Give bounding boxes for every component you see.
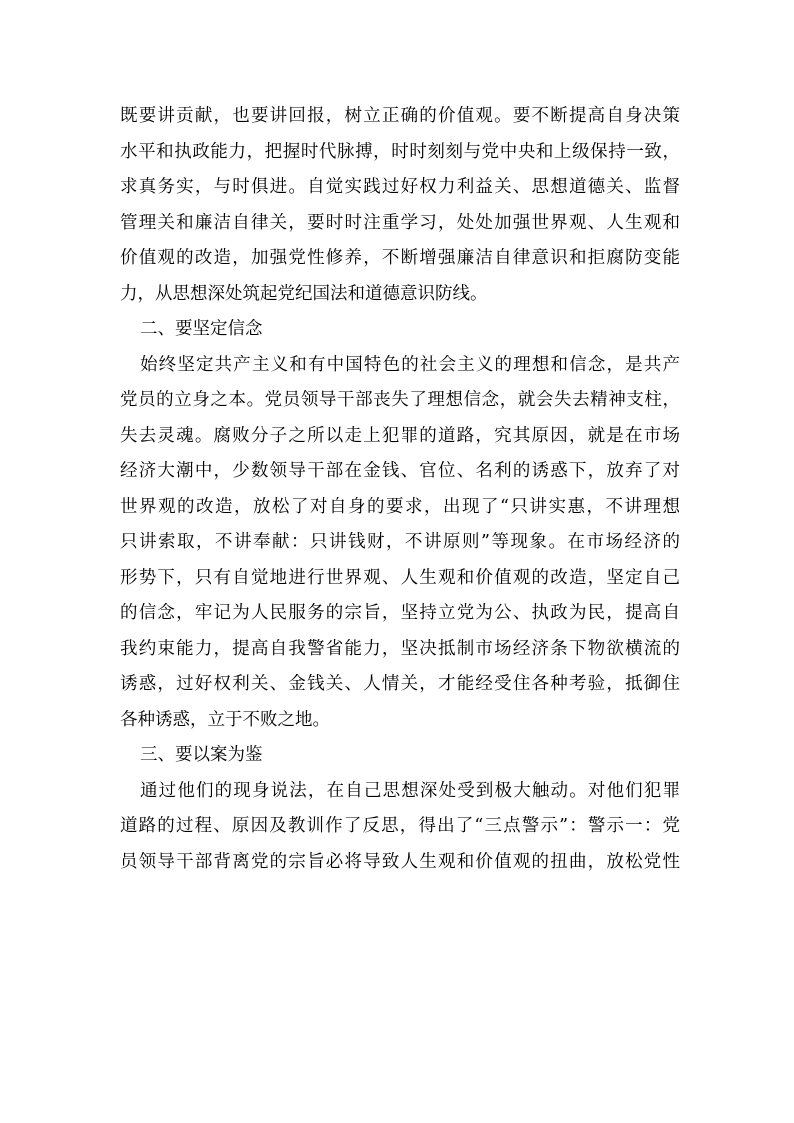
paragraph-line: 只讲索取，不讲奉献：只讲钱财，不讲原则”等现象。在市场经济的 (120, 532, 680, 552)
paragraph-line: 失去灵魂。腐败分子之所以走上犯罪的道路，究其原因，就是在市场 (120, 425, 680, 446)
paragraph-line: 形势下，只有自觉地进行世界观、人生观和价值观的改造，坚定自己 (120, 567, 680, 588)
section-heading: 二、要坚定信念 (140, 319, 263, 339)
paragraph-line: 员领导干部背离党的宗旨必将导致人生观和价值观的扭曲，放松党性 (120, 851, 680, 872)
paragraph-line: 经济大潮中，少数领导干部在金钱、官位、名利的诱惑下，放弃了对 (120, 461, 680, 481)
paragraph-line: 求真务实，与时俱进。自觉实践过好权力利益关、思想道德关、监督 (120, 177, 680, 197)
section-heading: 三、要以案为鉴 (140, 745, 263, 765)
paragraph-line: 的信念，牢记为人民服务的宗旨，坚持立党为公、执政为民，提高自 (120, 603, 680, 623)
paragraph-line: 诱惑，过好权利关、金钱关、人情关，才能经受住各种考验，抵御住 (120, 674, 680, 694)
paragraph-line: 党员的立身之本。党员领导干部丧失了理想信念，就会失去精神支柱， (120, 390, 680, 410)
paragraph-line: 世界观的改造，放松了对自身的要求，出现了“只讲实惠，不讲理想 (120, 496, 680, 517)
paragraph-line: 水平和执政能力，把握时代脉搏，时时刻刻与党中央和上级保持一致， (120, 141, 680, 162)
paragraph-line: 价值观的改造，加强党性修养，不断增强廉洁自律意识和拒腐防变能 (120, 248, 680, 268)
paragraph-line: 既要讲贡献，也要讲回报，树立正确的价值观。要不断提高自身决策 (120, 106, 680, 126)
paragraph-line: 通过他们的现身说法，在自己思想深处受到极大触动。对他们犯罪 (140, 780, 680, 801)
document-body (120, 99, 680, 880)
paragraph-line: 我约束能力，提高自我警省能力，坚决抵制市场经济条下物欲横流的 (120, 638, 680, 659)
paragraph-line: 道路的过程、原因及教训作了反思，得出了“三点警示”：警示一：党 (120, 816, 680, 836)
paragraph-line: 管理关和廉洁自律关，要时时注重学习，处处加强世界观、人生观和 (120, 212, 680, 233)
paragraph-line: 各种诱惑，立于不败之地。 (120, 709, 330, 730)
paragraph-line: 力，从思想深处筑起党纪国法和道德意识防线。 (120, 283, 488, 304)
paragraph-line: 始终坚定共产主义和有中国特色的社会主义的理想和信念，是共产 (140, 354, 680, 375)
